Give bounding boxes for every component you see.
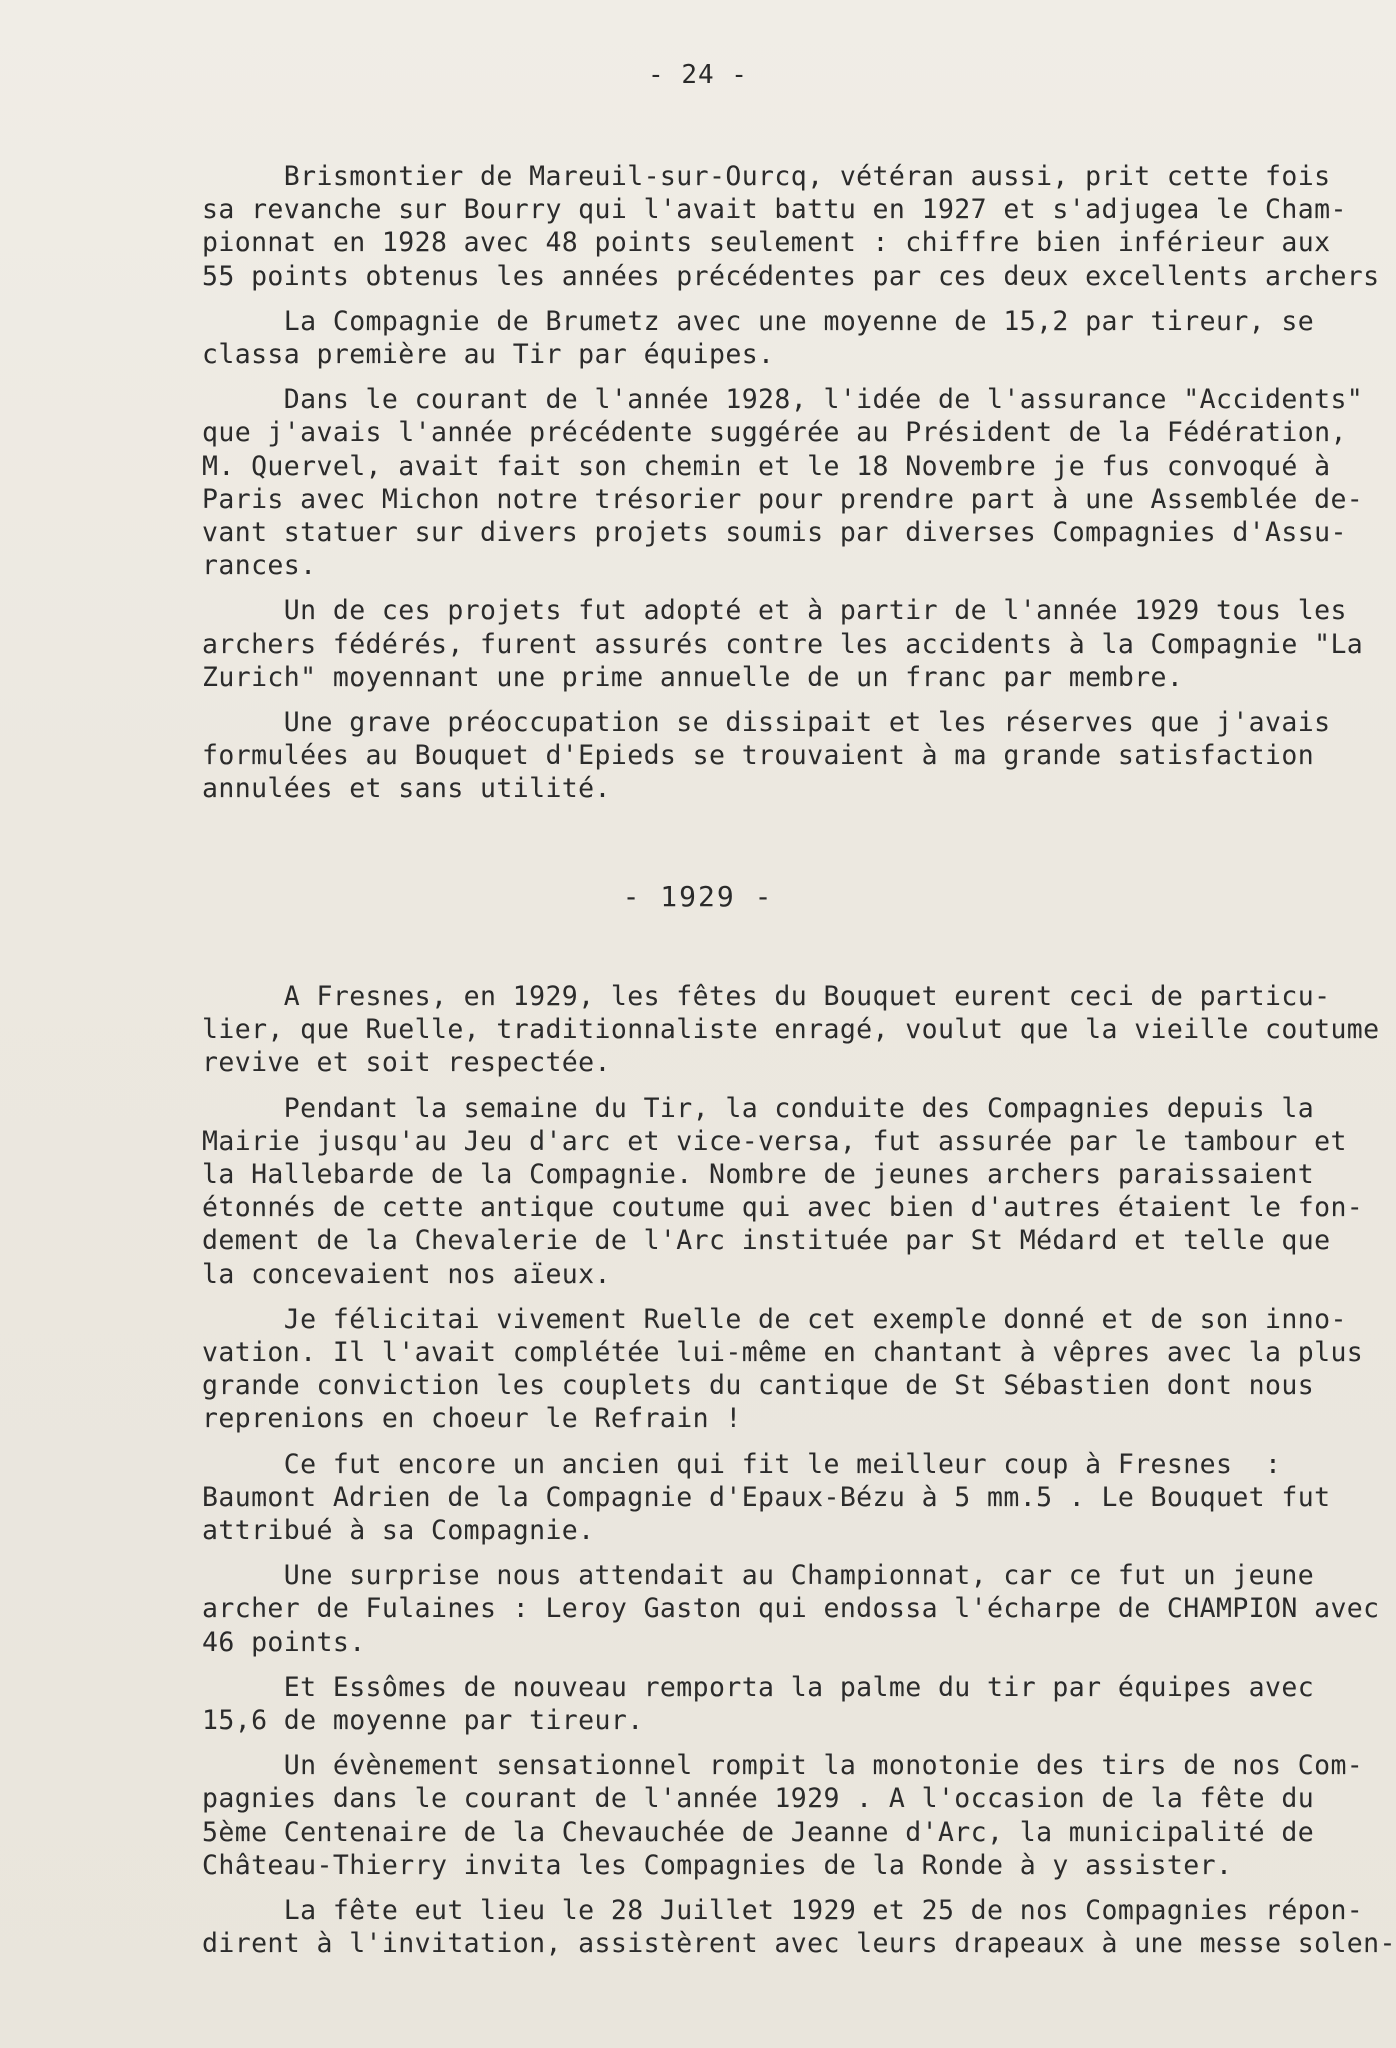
text-block-1929	[202, 980, 1396, 1972]
text-line: lier, que Ruelle, traditionnaliste enragé, voulut que la vieille coutume	[202, 1014, 1380, 1046]
section-heading-1929: - 1929 -	[622, 880, 774, 913]
text-line: que j'avais l'année précédente suggérée au Président de la Fédération,	[202, 417, 1347, 449]
text-line: reprenions en choeur le Refrain !	[202, 1403, 742, 1435]
text-line: Zurich" moyennant une prime annuelle de un franc par membre.	[202, 661, 1184, 693]
text-line: Et Essômes de nouveau remporta la palme du tir par équipes avec	[202, 1671, 1315, 1703]
text-line: Une grave préoccupation se dissipait et les réserves que j'avais	[202, 707, 1331, 739]
text-line: 46 points.	[202, 1626, 366, 1658]
paragraph	[202, 1448, 1382, 1548]
paragraph	[202, 1749, 1382, 1882]
text-line: la concevaient nos aïeux.	[202, 1258, 611, 1290]
paragraph	[202, 1092, 1382, 1291]
paragraph	[202, 383, 1382, 582]
text-line: formulées au Bouquet d'Epieds se trouvaient à ma grande satisfaction	[202, 740, 1315, 772]
text-line: dement de la Chevalerie de l'Arc instituée par St Médard et telle que	[202, 1225, 1331, 1257]
paragraph	[202, 1671, 1382, 1737]
text-line: classa première au Tir par équipes.	[202, 339, 775, 371]
text-line: 5ème Centenaire de la Chevauchée de Jeanne d'Arc, la municipalité de	[202, 1816, 1315, 1848]
page-number: - 24 -	[648, 60, 748, 90]
text-line: la Hallebarde de la Compagnie. Nombre de jeunes archers paraissaient	[202, 1159, 1315, 1191]
text-line: archer de Fulaines : Leroy Gaston qui endossa l'écharpe de CHAMPION avec	[202, 1593, 1380, 1625]
text-line: archers fédérés, furent assurés contre les accidents à la Compagnie "La	[202, 628, 1364, 660]
text-line: pionnat en 1928 avec 48 points seulement : chiffre bien inférieur aux	[202, 227, 1331, 259]
text-line: La fête eut lieu le 28 Juillet 1929 et 25 de nos Compagnies répon-	[202, 1895, 1364, 1927]
paragraph	[202, 980, 1382, 1080]
text-line: étonnés de cette antique coutume qui avec bien d'autres étaient le fon-	[202, 1192, 1364, 1224]
paragraph	[202, 305, 1382, 371]
text-line: Dans le courant de l'année 1928, l'idée de l'assurance "Accidents"	[202, 384, 1364, 416]
text-line: 15,6 de moyenne par tireur.	[202, 1705, 644, 1737]
text-line: sa revanche sur Bourry qui l'avait battu en 1927 et s'adjugea le Cham-	[202, 194, 1347, 226]
text-line: Ce fut encore un ancien qui fit le meilleur coup à Fresnes :	[202, 1448, 1282, 1480]
text-line: La Compagnie de Brumetz avec une moyenne de 15,2 par tireur, se	[202, 305, 1315, 337]
text-line: vation. Il l'avait complétée lui-même en chantant à vêpres avec la plus	[202, 1337, 1364, 1369]
text-line: Une surprise nous attendait au Championnat, car ce fut un jeune	[202, 1560, 1315, 1592]
text-line: M. Quervel, avait fait son chemin et le 18 Novembre je fus convoqué à	[202, 450, 1331, 482]
paragraph	[202, 1303, 1382, 1436]
text-line: rances.	[202, 550, 317, 582]
text-line: pagnies dans le courant de l'année 1929 . A l'occasion de la fête du	[202, 1783, 1315, 1815]
text-line: annulées et sans utilité.	[202, 773, 611, 805]
text-line: Un évènement sensationnel rompit la monotonie des tirs de nos Com-	[202, 1750, 1364, 1782]
text-line: Pendant la semaine du Tir, la conduite des Compagnies depuis la	[202, 1092, 1315, 1124]
paragraph	[202, 1559, 1382, 1659]
text-line: Paris avec Michon notre trésorier pour prendre part à une Assemblée de-	[202, 483, 1364, 515]
text-line: grande conviction les couplets du cantique de St Sébastien dont nous	[202, 1370, 1315, 1402]
text-line: Château-Thierry invita les Compagnies de la Ronde à y assister.	[202, 1849, 1233, 1881]
text-line: Un de ces projets fut adopté et à partir de l'année 1929 tous les	[202, 595, 1347, 627]
paragraph	[202, 1894, 1396, 1960]
text-line: A Fresnes, en 1929, les fêtes du Bouquet eurent ceci de particu-	[202, 981, 1331, 1012]
paragraph	[202, 594, 1382, 694]
text-line: dirent à l'invitation, assistèrent avec leurs drapeaux à une messe solen-	[202, 1928, 1396, 1960]
text-block-1928	[202, 160, 1382, 818]
paragraph	[202, 160, 1382, 293]
text-line: Je félicitai vivement Ruelle de cet exemple donné et de son inno-	[202, 1303, 1347, 1335]
paragraph	[202, 706, 1382, 806]
text-line: Brismontier de Mareuil-sur-Ourcq, vétéran aussi, prit cette fois	[202, 161, 1331, 192]
text-line: vant statuer sur divers projets soumis par diverses Compagnies d'Assu-	[202, 517, 1347, 549]
text-line: Baumont Adrien de la Compagnie d'Epaux-Bézu à 5 mm.5 . Le Bouquet fut	[202, 1481, 1331, 1513]
text-line: 55 points obtenus les années précédentes par ces deux excellents archers	[202, 260, 1380, 292]
text-line: Mairie jusqu'au Jeu d'arc et vice-versa, fut assurée par le tambour et	[202, 1125, 1347, 1157]
text-line: attribué à sa Compagnie.	[202, 1515, 595, 1547]
text-line: revive et soit respectée.	[202, 1047, 611, 1079]
